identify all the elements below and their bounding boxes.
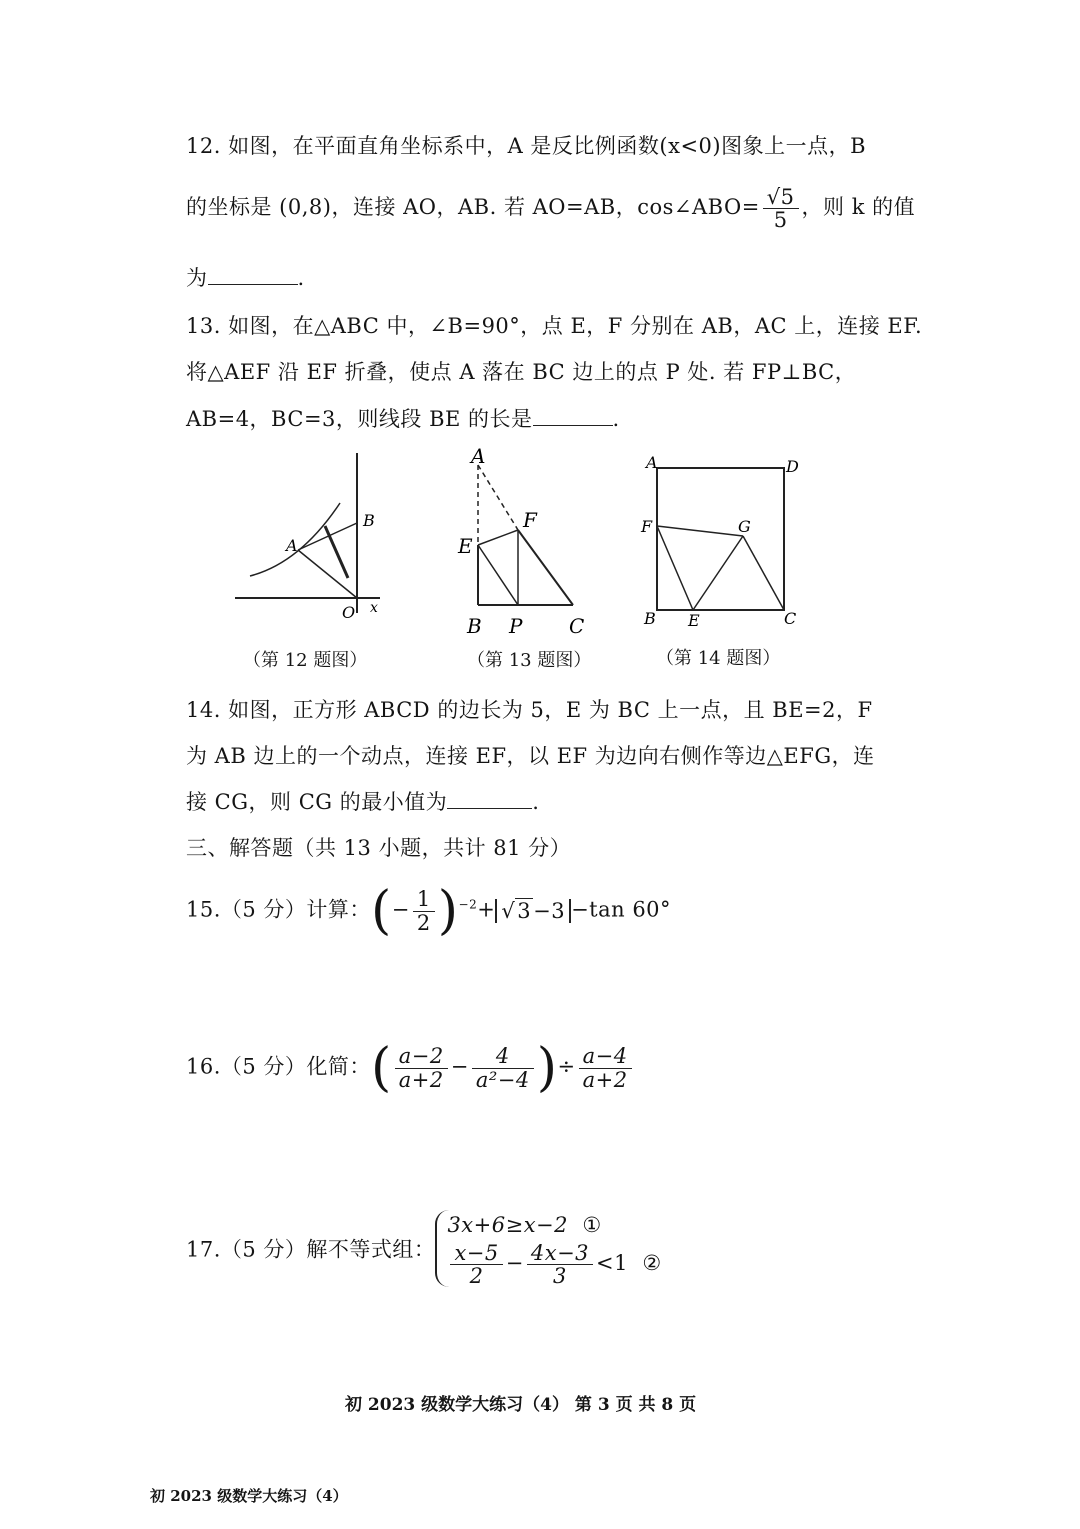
q15-exponent: −2 (458, 897, 478, 912)
q14-line2: 为 AB 边上的一个动点，连接 EF，以 EF 为边向右侧作等边△EFG，连 (186, 744, 875, 768)
fig14-segment-FE (657, 526, 693, 610)
q15-minus3: −3 (533, 898, 566, 923)
q16-divide: ÷ (557, 1054, 576, 1079)
q15-open-paren: ( (370, 881, 392, 941)
fig14-segment-GC (743, 536, 784, 610)
q13-line3 (186, 403, 620, 433)
fig13-caption: （第 13 题图） (467, 650, 592, 671)
q15-close-paren: ) (437, 881, 459, 941)
fig14-label-A: A (646, 453, 658, 472)
q12-frac-num: √5 (763, 186, 799, 209)
q15-sqrt: √3 (501, 898, 532, 923)
fig14-label-G: G (738, 517, 751, 536)
q15-plus: + (477, 897, 496, 922)
q17-inequality-system (435, 1210, 661, 1287)
q17-fraction-2 (527, 1242, 593, 1287)
fig12-label-x: x (370, 600, 378, 616)
q16-close-paren: ) (536, 1038, 558, 1098)
fig12-segment-AO (298, 550, 357, 598)
q12-answer-blank[interactable] (208, 266, 298, 285)
q15-neg-sign: − (391, 897, 410, 922)
q15-expression (186, 881, 672, 941)
q17-ineq-1: 3x+6≥x−2 (447, 1213, 568, 1237)
fig14-segment-EG (693, 536, 743, 610)
fig13-segment-EP (478, 545, 518, 605)
fig14-square-ABCD (657, 468, 784, 610)
fig13-label-F: F (523, 508, 537, 532)
q16-fraction-1 (395, 1045, 448, 1090)
q12-line1: 12. 如图，在平面直角坐标系中，A 是反比例函数(x<0)图象上一点，B (186, 134, 867, 158)
q14-line1: 14. 如图，正方形 ABCD 的边长为 5，E 为 BC 上一点，且 BE=2，F (186, 698, 873, 722)
q12-frac-den: 5 (773, 208, 788, 233)
q13-line3-text: AB=4，BC=3，则线段 BE 的长是 (186, 407, 533, 431)
page-footer: 初 2023 级数学大练习（4） 第 3 页 共 8 页 (345, 1395, 697, 1415)
bottom-left-footer: 初 2023 级数学大练习（4） (150, 1487, 348, 1505)
q16-f3-num: a−4 (579, 1045, 632, 1068)
q14-line3-text: 接 CG，则 CG 的最小值为 (186, 790, 448, 814)
q16-minus: − (450, 1054, 469, 1079)
q13-line1: 13. 如图，在△ABC 中，∠B=90°，点 E，F 分别在 AB，AC 上，连接 EF. (186, 314, 923, 338)
q16-f3-den: a+2 (582, 1067, 628, 1092)
q15-label: 15.（5 分）计算： (186, 897, 371, 922)
q17-row-2 (447, 1242, 661, 1287)
fig14-caption: （第 14 题图） (656, 648, 781, 669)
q12-cos-fraction (763, 186, 799, 231)
q12-line2-tail: ，则 k 的值 (801, 195, 916, 220)
fig12-label-B: B (363, 511, 375, 530)
q14-line3 (186, 786, 539, 816)
q16-f1-den: a+2 (398, 1067, 444, 1092)
q14-line3-end: . (532, 790, 540, 814)
q13-answer-blank[interactable] (533, 407, 613, 426)
figure-14 (636, 450, 811, 630)
fig13-label-E: E (458, 534, 473, 558)
fig12-label-O: O (342, 603, 356, 622)
q17-expression (186, 1210, 662, 1287)
q13-line3-end: . (612, 407, 620, 431)
fig14-label-D: D (786, 457, 799, 476)
fig14-label-B: B (644, 609, 656, 628)
fig13-dashed-AF (478, 465, 518, 530)
q17-row-1 (447, 1210, 661, 1242)
q15-frac-num: 1 (413, 888, 435, 911)
fig13-label-A: A (471, 445, 486, 468)
q14-answer-blank[interactable] (447, 790, 532, 809)
q16-label: 16.（5 分）化简： (186, 1054, 371, 1079)
q13-line2: 将△AEF 沿 EF 折叠，使点 A 落在 BC 边上的点 P 处. 若 FP⊥BC， (186, 360, 857, 384)
q15-absolute-value (495, 899, 571, 923)
fig13-segment-EF (478, 530, 518, 545)
q16-f2-den: a²−4 (475, 1067, 530, 1092)
fig13-label-C: C (569, 614, 585, 638)
q16-open-paren: ( (370, 1038, 392, 1098)
q17-f2-num: 4x−3 (527, 1242, 593, 1265)
q17-rhs: <1 (596, 1250, 628, 1275)
q12-line3-text: 为 (186, 266, 208, 290)
q16-f1-num: a−2 (395, 1045, 448, 1068)
fig13-segment-FC (518, 530, 573, 605)
q17-f1-den: 2 (469, 1263, 484, 1288)
q17-f1-num: x−5 (450, 1242, 502, 1265)
figure-12 (230, 448, 400, 628)
fig13-label-P: P (509, 614, 523, 638)
q16-f2-num: 4 (472, 1045, 534, 1068)
q15-sqrt-arg: 3 (517, 898, 532, 923)
q16-expression (186, 1038, 635, 1098)
fig14-label-E: E (688, 611, 700, 630)
figure-13 (455, 445, 595, 640)
q17-f2-den: 3 (553, 1263, 567, 1288)
fig12-pencil-mark (325, 526, 348, 578)
fig14-label-C: C (784, 609, 797, 628)
q12-line2 (186, 186, 915, 231)
fig12-caption: （第 12 题图） (243, 650, 368, 671)
q12-line2-text: 的坐标是 (0,8)，连接 AO，AB. 若 AO=AB，cos∠ABO= (186, 195, 760, 220)
q17-label: 17.（5 分）解不等式组： (186, 1237, 436, 1262)
q15-tail: −tan 60° (571, 897, 672, 922)
q17-fraction-1 (450, 1242, 502, 1287)
section3-title: 三、解答题（共 13 小题，共计 81 分） (186, 836, 572, 860)
q15-fraction (413, 888, 435, 933)
q17-minus: − (505, 1250, 524, 1275)
fig14-segment-FG (657, 526, 743, 536)
fig12-label-A: A (286, 536, 298, 555)
fig12-segment-AB (298, 523, 357, 550)
q15-frac-den: 2 (416, 910, 431, 935)
q17-mark-1: ① (582, 1213, 602, 1237)
q16-fraction-2 (472, 1045, 534, 1090)
q16-fraction-3 (579, 1045, 632, 1090)
fig13-label-B: B (467, 614, 482, 638)
fig14-label-F: F (641, 517, 653, 536)
q12-line3-end: . (297, 266, 305, 290)
q12-line3 (186, 262, 305, 292)
q17-mark-2: ② (642, 1250, 662, 1275)
